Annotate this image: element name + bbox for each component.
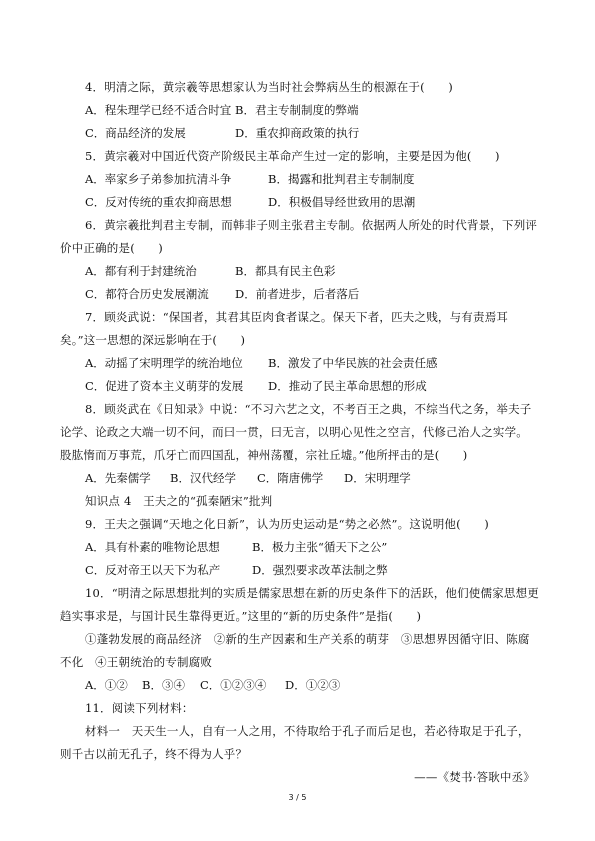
question-6-option-a: A．都有利于封建统治 <box>85 264 197 278</box>
question-11-stem: 11．阅读下列材料： <box>85 701 194 715</box>
question-8-stem-line-2: 论学、论政之大端一切不问，而曰一贯，曰无言，以明心见性之空言，代修己治人之实学。 <box>60 425 528 439</box>
question-10-stem-line-1: 10．“明清之际思想批判的实质是儒家思想在新的历史条件下的活跃，他们使儒家思想更 <box>85 586 540 600</box>
question-8-stem-line-3: 股肱惰而万事荒，爪牙亡而四国乱，神州荡覆，宗社丘墟。”他所抨击的是( ) <box>60 448 468 462</box>
knowledge-point-heading: 知识点 4 王夫之的“孤秦陋宋”批判 <box>85 494 273 508</box>
question-7-option-d: D．推动了民主革命思想的形成 <box>268 379 427 393</box>
question-7-option-c: C．促进了资本主义萌芽的发展 <box>85 379 244 393</box>
question-4-stem: 4．明清之际，黄宗羲等思想家认为当时社会弊病丛生的根源在于( ) <box>85 80 453 94</box>
question-5-stem: 5．黄宗羲对中国近代资产阶级民主革命产生过一定的影响，主要是因为他( ) <box>85 149 500 163</box>
question-5-option-b: B．揭露和批判君主专制制度 <box>268 172 415 186</box>
question-8-option-c: C．隋唐佛学 <box>257 471 324 485</box>
question-11-source: ——《焚书·答耿中丞》 <box>414 770 535 784</box>
question-11-material-line-1: 材料一 天天生一人，自有一人之用，不待取给于孔子而后足也，若必待取足于孔子， <box>85 724 530 738</box>
question-7-option-b: B．激发了中华民族的社会责任感 <box>268 356 438 370</box>
question-7-option-a: A．动摇了宋明理学的统治地位 <box>85 356 243 370</box>
question-10-option-c: C．①②③④ <box>200 678 267 692</box>
question-8-option-b: B．汉代经学 <box>170 471 236 485</box>
question-4-option-b: B．君主专制制度的弊端 <box>235 103 359 117</box>
question-11-material-line-2: 则千古以前无孔子，终不得为人乎？ <box>60 747 248 761</box>
question-9-option-c: C．反对帝王以天下为私产 <box>85 563 221 577</box>
question-6-option-b: B．都具有民主色彩 <box>235 264 336 278</box>
question-8-stem-line-1: 8．顾炎武在《日知录》中说：“不习六艺之文，不考百王之典，不综当代之务，举夫子 <box>85 402 532 416</box>
question-5-option-c: C．反对传统的重农抑商思想 <box>85 195 232 209</box>
question-5-option-d: D．积极倡导经世致用的思潮 <box>268 195 416 209</box>
question-10-stem-line-2: 趋实事求是，与国计民生靠得更近。”这里的“新的历史条件”是指( ) <box>60 609 422 623</box>
question-9-option-d: D．强烈要求改革法制之弊 <box>252 563 388 577</box>
question-9-stem: 9．王夫之强调“天地之化日新”，认为历史运动是“势之必然”。这说明他( ) <box>85 517 489 531</box>
question-10-option-b: B．③④ <box>142 678 185 692</box>
question-10-items-line-1: ①蓬勃发展的商品经济 ②新的生产因素和生产关系的萌芽 ③思想界因循守旧、陈腐 <box>85 632 530 646</box>
question-8-option-d: D．宋明理学 <box>344 471 411 485</box>
question-9-option-b: B．极力主张“循天下之公” <box>252 540 388 554</box>
question-10-option-a: A．①② <box>85 678 128 692</box>
question-8-option-a: A．先秦儒学 <box>85 471 151 485</box>
question-6-option-c: C．都符合历史发展潮流 <box>85 287 209 301</box>
question-4-option-d: D．重农抑商政策的执行 <box>235 126 360 140</box>
question-4-option-a: A．程朱理学已经不适合时宜 <box>85 103 232 117</box>
question-7-stem-line-1: 7．顾炎武说：“保国者，其君其臣肉食者谋之。保天下者，匹夫之贱，与有责焉耳 <box>85 310 509 324</box>
page-number: 3 / 5 <box>288 793 307 802</box>
question-10-option-d: D．①②③ <box>285 678 341 692</box>
question-10-items-line-2: 不化 ④王朝统治的专制腐败 <box>60 655 213 669</box>
question-6-stem-line-1: 6．黄宗羲批判君主专制，而韩非子则主张君主专制。依据两人所处的时代背景，下列评 <box>85 218 538 232</box>
question-7-stem-line-2: 矣。”这一思想的深远影响在于( ) <box>60 333 246 347</box>
question-5-option-a: A．率家乡子弟参加抗清斗争 <box>85 172 232 186</box>
question-6-stem-line-2: 价中正确的是( ) <box>60 241 163 255</box>
question-4-option-c: C．商品经济的发展 <box>85 126 186 140</box>
question-6-option-d: D．前者进步，后者落后 <box>235 287 360 301</box>
question-9-option-a: A．具有朴素的唯物论思想 <box>85 540 220 554</box>
